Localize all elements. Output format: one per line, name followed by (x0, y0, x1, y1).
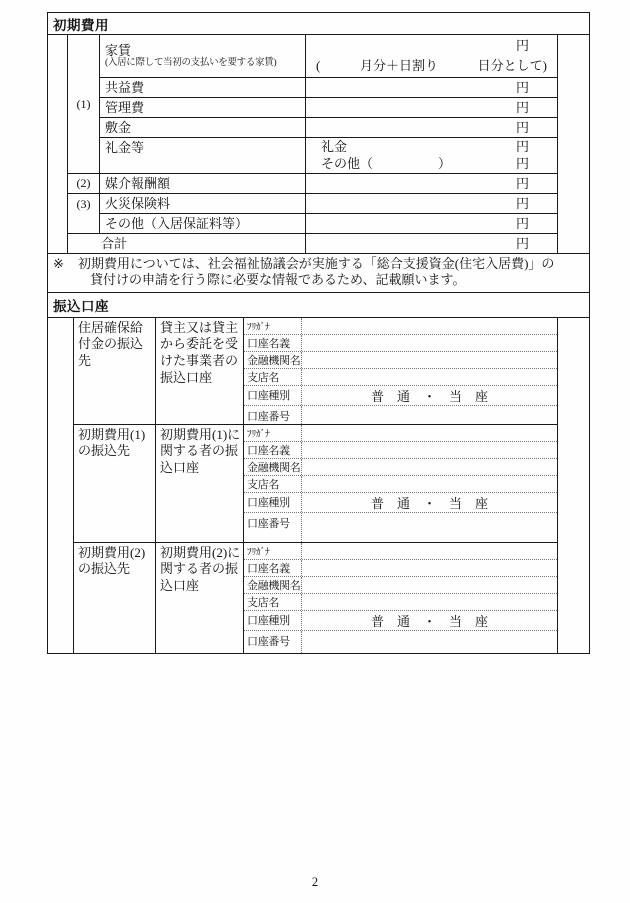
rent-unit: 円 (515, 38, 529, 54)
bank-name-fill-area (301, 577, 557, 593)
transfer-recipient-label: 初期費用(2)の振込先 (74, 543, 156, 653)
branch-name-fill-area (301, 369, 557, 385)
field-row-branch-name (244, 368, 557, 385)
account-name-fill-area (301, 442, 557, 458)
application-form-sheet (47, 12, 590, 654)
field-row-account-type (244, 610, 557, 630)
field-row-bank-name (244, 576, 557, 593)
section-title-transfer-account: 振込口座 (48, 292, 589, 317)
account-number-fill-area (301, 406, 557, 424)
account-type-label: 口座種別 (247, 390, 290, 402)
note-line2-text: 貸付けの申請を行う際に必要な情報であるため、記載願います。 (90, 272, 466, 288)
transfer-block-initial-cost-1 (74, 424, 557, 542)
bank-name-label: 金融機関名 (247, 579, 301, 592)
field-row-account-name (244, 559, 557, 576)
bank-name-fill-area (301, 459, 557, 475)
field-row-bank-name (244, 351, 557, 368)
key-money-sub1-label: 礼金 (321, 139, 348, 155)
account-type-label: 口座種別 (247, 615, 290, 627)
initial-costs-note (48, 253, 589, 292)
field-row-account-number (244, 405, 557, 424)
key-money-sub1-unit: 円 (515, 139, 529, 155)
deposit-label: 敷金 (100, 117, 306, 137)
key-money-label: 礼金等 (100, 137, 306, 173)
field-row-bank-name (244, 458, 557, 475)
common-fee-label: 共益費 (100, 77, 306, 97)
account-type-label: 口座種別 (247, 497, 290, 509)
initial-costs-table (48, 34, 589, 253)
account-name-label: 口座名義 (247, 444, 290, 457)
page-number: 2 (311, 875, 319, 889)
fire-insurance-unit: 円 (306, 193, 557, 213)
account-number-fill-area (301, 631, 557, 653)
common-fee-unit: 円 (306, 77, 557, 97)
furigana-label: ﾌﾘｶﾞﾅ (247, 429, 270, 440)
transfer-right-margin-column (557, 318, 589, 653)
key-money-line2 (306, 156, 557, 172)
total-unit: 円 (306, 233, 557, 253)
rent-amount-line (306, 38, 557, 54)
key-money-sub2-unit: 円 (515, 155, 529, 171)
management-fee-label: 管理費 (100, 97, 306, 117)
account-number-label: 口座番号 (247, 410, 290, 423)
management-fee-unit: 円 (306, 97, 557, 117)
key-money-line1 (306, 139, 557, 155)
transfer-recipient-label: 住居確保給付金の振込先 (74, 318, 156, 424)
transfer-recipient-label: 初期費用(1)の振込先 (74, 425, 156, 542)
rent-label-cell (100, 35, 306, 77)
fire-insurance-label: 火災保険料 (100, 193, 306, 213)
branch-name-label: 支店名 (247, 478, 280, 491)
rent-breakdown-open: ( (316, 58, 321, 74)
deposit-unit: 円 (306, 117, 557, 137)
field-row-furigana (244, 425, 557, 441)
branch-name-fill-area (301, 594, 557, 610)
rent-value-cell (306, 35, 557, 77)
account-name-fill-area (301, 335, 557, 351)
rent-breakdown-line (306, 58, 557, 74)
group1-number: (1) (68, 35, 100, 173)
note-line1 (50, 256, 585, 272)
furigana-fill-area (301, 318, 557, 334)
furigana-fill-area (301, 425, 557, 441)
field-row-account-name (244, 334, 557, 351)
group2-number: (2) (68, 173, 100, 193)
rent-breakdown-months: 月分＋日割り (359, 58, 438, 74)
account-number-label: 口座番号 (247, 517, 290, 530)
furigana-label: ﾌﾘｶﾞﾅ (247, 547, 270, 558)
field-row-account-number (244, 512, 557, 542)
account-name-label: 口座名義 (247, 562, 290, 575)
field-row-branch-name (244, 593, 557, 610)
bank-name-label: 金融機関名 (247, 461, 301, 474)
transfer-block-initial-cost-2 (74, 542, 557, 653)
transfer-account-desc: 貸主又は貸主から委託を受けた事業者の振込口座 (156, 318, 244, 424)
furigana-fill-area (301, 543, 557, 559)
section-title-initial-costs: 初期費用 (53, 17, 109, 33)
field-row-account-type (244, 492, 557, 512)
transfer-account-desc: 初期費用(1)に関する者の振込口座 (156, 425, 244, 542)
account-type-options: 普 通 ・ 当 座 (301, 386, 557, 405)
transfer-account-fields (244, 318, 557, 424)
account-name-label: 口座名義 (247, 337, 290, 350)
key-money-sub2-label: その他（ ） (321, 155, 452, 171)
transfer-account-table (48, 317, 589, 653)
transfer-account-fields (244, 425, 557, 542)
transfer-account-desc: 初期費用(2)に関する者の振込口座 (156, 543, 244, 653)
agency-fee-unit: 円 (306, 173, 557, 193)
transfer-block-housing-benefit (74, 318, 557, 424)
account-number-label: 口座番号 (247, 635, 290, 648)
rent-note: (入居に際して当初の支払いを要する家賃) (105, 58, 277, 69)
key-money-value-cell (306, 137, 557, 173)
bank-name-label: 金融機関名 (247, 354, 301, 367)
rent-breakdown-days: 日分として) (477, 58, 547, 74)
branch-name-label: 支店名 (247, 371, 280, 384)
rent-label: 家賃 (105, 42, 132, 58)
group3-number: (3) (68, 193, 100, 233)
field-row-furigana (244, 318, 557, 334)
initial-costs-left-margin-column (48, 35, 68, 253)
field-row-account-number (244, 630, 557, 653)
field-row-account-name (244, 441, 557, 458)
account-type-options: 普 通 ・ 当 座 (301, 611, 557, 630)
total-label: 合計 (68, 233, 306, 253)
other-cost-label: その他（入居保証料等） (100, 213, 306, 233)
field-row-branch-name (244, 475, 557, 492)
initial-costs-table-body (68, 35, 557, 253)
branch-name-label: 支店名 (247, 596, 280, 609)
agency-fee-label: 媒介報酬額 (100, 173, 306, 193)
note-asterisk: ※ (53, 256, 64, 271)
bank-name-fill-area (301, 352, 557, 368)
initial-costs-right-margin-column (557, 35, 589, 253)
field-row-furigana (244, 543, 557, 559)
branch-name-fill-area (301, 476, 557, 492)
note-line1-text: 初期費用については、社会福祉協議会が実施する「総合支援資金(住宅入居費)」の (78, 256, 555, 271)
transfer-left-margin-column (48, 318, 74, 653)
account-number-fill-area (301, 513, 557, 542)
other-cost-unit: 円 (306, 213, 557, 233)
account-name-fill-area (301, 560, 557, 576)
furigana-label: ﾌﾘｶﾞﾅ (247, 322, 270, 333)
transfer-table-body (74, 318, 557, 653)
transfer-account-fields (244, 543, 557, 653)
field-row-account-type (244, 385, 557, 405)
account-type-options: 普 通 ・ 当 座 (301, 493, 557, 512)
